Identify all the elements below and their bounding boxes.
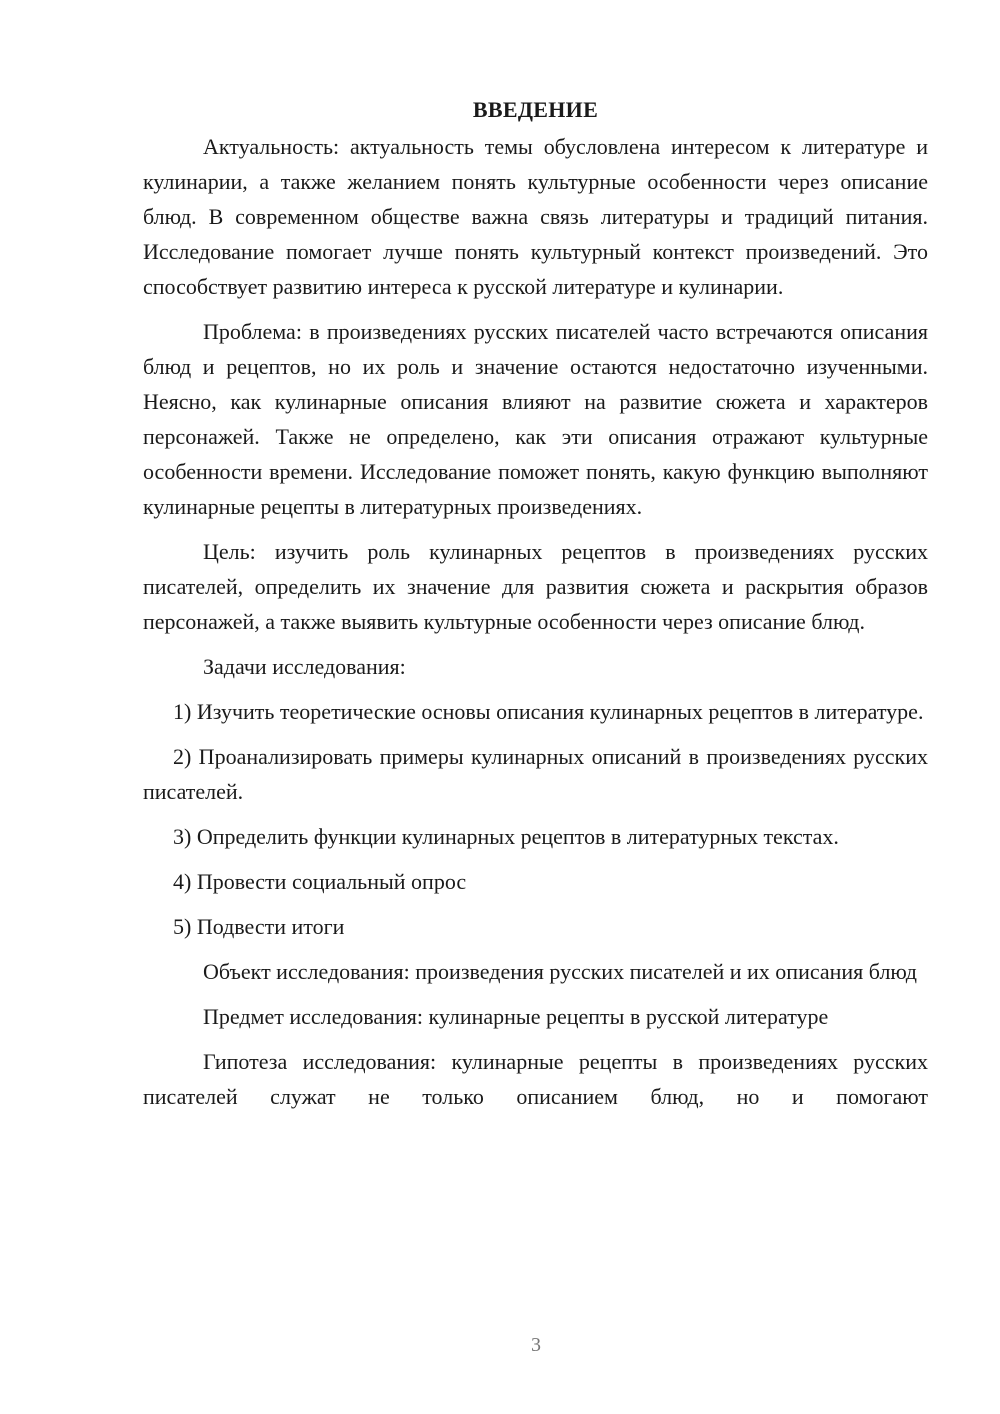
section-title: ВВЕДЕНИЕ — [472, 97, 599, 122]
tasks-heading: Задачи исследования: — [203, 654, 406, 679]
document-page — [143, 95, 928, 1124]
paragraph-goal: Цель: изучить роль кулинарных рецептов в произведениях русских писателей, определить их значение для развития сюжета и раскрытия образов персонажей, а также выявить культурные особенности через описание блюд. — [143, 539, 928, 634]
paragraph-problem: Проблема: в произведениях русских писателей часто встречаются описания блюд и рецептов, но их роль и значение остаются недостаточно изученными. Неясно, как кулинарные описания влияют на развитие сюжета и характеров персонажей. Также не определено, как эти описания отражают культурные особенности времени. Исследование поможет понять, какую функцию выполняют кулинарные рецепты в литературных произведениях. — [143, 319, 928, 519]
page-number: 3 — [531, 1334, 541, 1356]
task-item-1: 1) Изучить теоретические основы описания кулинарных рецептов в литературе. — [173, 699, 924, 724]
paragraph-subject: Предмет исследования: кулинарные рецепты в русской литературе — [203, 1004, 829, 1029]
task-item-4: 4) Провести социальный опрос — [173, 869, 467, 894]
task-item-5: 5) Подвести итоги — [173, 914, 345, 939]
task-item-3: 3) Определить функции кулинарных рецептов в литературных текстах. — [173, 824, 839, 849]
paragraph-relevance: Актуальность: актуальность темы обусловлена интересом к литературе и кулинарии, а также желанием понять культурные особенности через описание блюд. В современном обществе важна связь литературы и традиций питания. Исследование помогает лучше понять культурный контекст произведений. Это способствует развитию интереса к русской литературе и кулинарии. — [143, 134, 928, 299]
task-item-2: 2) Проанализировать примеры кулинарных описаний в произведениях русских писателей. — [143, 744, 928, 804]
paragraph-object: Объект исследования: произведения русских писателей и их описания блюд — [203, 959, 917, 984]
paragraph-hypothesis: Гипотеза исследования: кулинарные рецепты в произведениях русских писателей служат не только описанием блюд, но и помогают — [143, 1049, 928, 1109]
